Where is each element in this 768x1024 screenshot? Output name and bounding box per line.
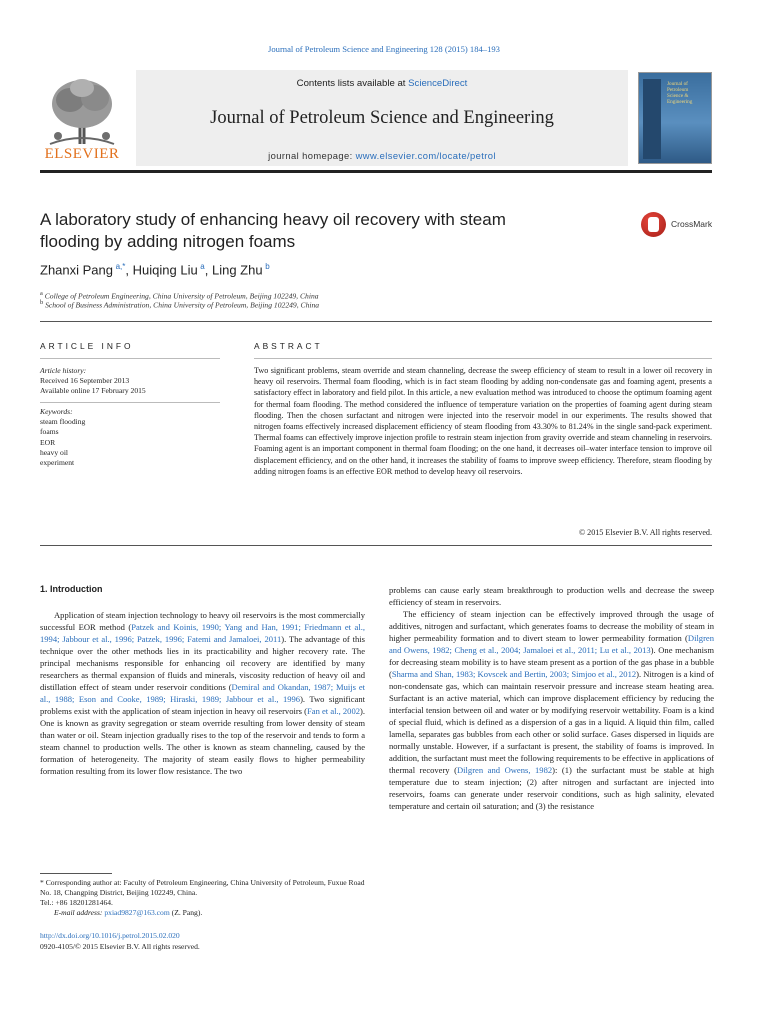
keyword: experiment [40,458,75,468]
body-paragraph [40,609,365,777]
keyword: foams [40,427,59,437]
author-affil-marker[interactable]: b [265,262,270,271]
running-head[interactable]: Journal of Petroleum Science and Engineering 128 (2015) 184–193 [268,44,500,54]
cover-line: Engineering [667,99,693,105]
section-rule [40,545,712,546]
body-text: ). Two significant problems exist with the application of steam injection in heavy oil reservoirs ( [40,694,366,717]
citation-link[interactable]: Patzek and Koinis, 1990; Yang and Han, 1991; Friedmann et al., 1994; Jabbour et al., 1996; Patzek, 1996; Fatemi and Jamaloei, 2011 [40,622,365,645]
journal-homepage-link[interactable]: www.elsevier.com/locate/petrol [355,150,496,161]
body-column-left [40,609,365,777]
received-date: Received 16 September 2013 [40,376,130,386]
cover-bar [643,79,661,159]
email-link[interactable]: pxiad9827@163.com [104,908,170,917]
body-column-right [389,584,714,812]
abstract-rule [254,358,712,359]
cover-line: Petroleum [667,87,689,93]
author-affil-marker[interactable]: a,* [115,262,126,271]
author-name[interactable]: Huiqing Liu [132,262,198,278]
crossmark-icon [641,212,666,237]
citation-link[interactable]: Demiral and Okandan, 1987; Muijs et al., 1988; Eson and Cooke, 1989; Hiraski, 1989; Jabbour et al., 1996 [40,682,365,705]
author-affil-marker[interactable]: a [200,262,205,271]
body-paragraph: problems can cause early steam breakthrough to production wells and decrease the sweep efficiency of steam in reservoirs. [389,585,714,608]
keywords-block [40,407,220,468]
crossmark-button[interactable] [641,212,717,240]
keywords-label: Keywords: [40,407,73,416]
cover-line: Journal of [667,81,688,87]
contents-line [136,78,628,89]
doi-link[interactable]: http://dx.doi.org/10.1016/j.petrol.2015.02.020 [40,931,180,940]
masthead [40,70,712,168]
journal-title: Journal of Petroleum Science and Engineering [210,108,554,128]
sciencedirect-link[interactable]: ScienceDirect [408,78,468,89]
telephone: Tel.: +86 18201281464. [40,898,113,907]
history-label: Article history: [40,366,87,375]
citation-link[interactable]: Fan et al., 2002 [307,706,361,717]
homepage-line [136,150,628,161]
elsevier-wordmark: ELSEVIER [44,146,120,162]
keyword: heavy oil [40,447,69,457]
author-name[interactable]: Ling Zhu [211,262,263,278]
homepage-prefix: journal homepage: [268,150,356,161]
body-paragraph [389,608,714,812]
citation-link[interactable]: Sharma and Shan, 1983; Kovscek and Bertin, 2003; Simjoo et al., 2012 [391,669,637,680]
crossmark-label: CrossMark [671,219,713,229]
body-text: ). One is known as gravity segregation or steam override resulting from lower density of steam than water or oil. Steam injection gradually rises to the top of the reservoir and tends to form a steam channel to production wells. The other is known as steam channeling, caused by the formation of heterogeneity. The majority of steam easily flows to higher permeability formation resulting from its lower flow resistance. The two [40,706,365,777]
masthead-banner [136,70,628,166]
introduction-heading: 1. Introduction [40,584,103,594]
body-text: ): (1) the surfactant must be stable at high temperature due to steam injection; (2) after nitrogen and surfactant are injected into reservoirs, foams can generate under reservoir conditions, such as high salinity, elevated temperature and certain oil saturation; and (3) the resistance [389,765,715,812]
author-list: Zhanxi Pang $^{a,*}$, Huiqing Liu $^a$, Ling Zhu $^b$ [40,262,270,278]
affiliation: $^b$ School of Business Administration, China University of Petroleum, Beijing 102249, China [40,299,320,310]
section-rule [40,321,712,322]
citation-link[interactable]: Dilgren and Owens, 1982; Cheng et al., 2004; Jamaloei et al., 2011; Lu et al., 2013 [389,633,714,656]
body-text: ). The advantage of this technique over the other methods lies in its practicability and higher recovery rate. The principal mechanisms responsible for enhancing oil recovery are identified by many researchers as thermal expansion of fluids and minerals, viscosity reduction of heavy oil and distillation effect of steam under reservoir conditions ( [40,634,365,693]
masthead-rule [40,170,712,173]
footnote-rule [40,873,112,874]
body-text: ). One mechanism for decreasing steam mobility is to have steam present as a portion of the gas phase in a bubble ( [389,645,714,680]
info-rule [40,402,220,403]
body-text: ). Nitrogen is a kind of non-condensate gas, which can maintain reservoir pressure and increase steam heating area. Surfactant is an active material, which can improve displacement efficiency by reducing the interfacial tension between oil and water or by modifying reservoir wettability. Foam is a kind of special fluid, which is defined as a dispersion of a gas in a liquid. A liquid thin film, called lamella, separates gas bubbles from each other or solid surface. Gases dispersed in liquids are normally unstable. However, if a surfactant is present, the stability of foams is improved. In addition, the surfactant must meet the following requirements to be effective in applications of thermal recovery ( [389,669,714,776]
author-name[interactable]: Zhanxi Pang [40,262,113,278]
cover-line: Science & [667,93,689,99]
available-date: Available online 17 February 2015 [40,386,146,396]
citation-link[interactable]: Dilgren and Owens, 1982 [457,765,553,776]
article-info-heading: ARTICLE INFO [40,341,134,351]
contents-prefix: Contents lists available at [296,78,409,89]
journal-cover-image[interactable] [638,72,712,164]
body-text: Application of steam injection technology to heavy oil reservoirs is the most commercially successful EOR method ( [40,610,365,633]
email-line: E-mail address: pxiad9827@163.com (Z. Pang). [54,908,203,917]
article-history [40,366,220,397]
footnote [40,878,365,918]
cover-text [667,81,709,105]
article-title [40,209,600,253]
keyword: steam flooding [40,417,86,427]
abstract-text: Two significant problems, steam override and steam channeling, decrease the sweep efficiency of steam to result in a lower oil recovery in heavy oil reservoirs. Thermal foam flooding, which is in fact steam flooding by adding non-condensate gas and foaming agent, presents a satisfactory effect in laboratory and field pilot. In this article, a new evaluation method was introduced to choose the optimum foaming agent for thermal foam flooding. The method considered the influence of temperature variation on the properties of foaming agent during steam flooding. Then the chosen surfactant and nitrogen were injected into the reservoir model in our experiments. The results showed that nitrogen foams effectively increased displacement efficiency of steam flooding from 43.30% to 81.24% in the single sand-pack experiment. Thermal foams can effectively improve injection profile to restrain steam injection from gravity override and steam channeling in reservoirs. Foaming agent is an important component in thermal foam flooding; on the one hand, it decreases oil–water interface tension to improve oil displacement efficiency, and on the other hand, it increases the stability of foams to improve sweep efficiency. Therefore, steam flooding by adding nitrogen foams is an effective EOR method to develop heavy oil reservoirs. [254,366,712,476]
abstract-heading: ABSTRACT [254,341,323,351]
abstract-copyright: © 2015 Elsevier B.V. All rights reserved. [578,528,712,537]
issn-line: 0920-4105/© 2015 Elsevier B.V. All rights reserved. [40,942,200,951]
affiliation: $^a$ College of Petroleum Engineering, China University of Petroleum, Beijing 102249, China [40,290,319,301]
article-title-line: flooding by adding nitrogen foams [40,232,296,251]
article-title-line: A laboratory study of enhancing heavy oil recovery with steam [40,210,506,229]
keyword: EOR [40,437,56,447]
info-rule [40,358,220,359]
corresponding-author-note: * Corresponding author at: Faculty of Petroleum Engineering, China University of Petroleum, Fuxue Road No. 18, Changping District, Beijing 102249, China. [40,878,365,897]
body-text: The efficiency of steam injection can be effectively improved through the usage of additives, nitrogen and surfactant, which generates foams to decrease the mobility of steam in higher permeability formation and to divert steam to lower permeability formation ( [389,609,714,644]
